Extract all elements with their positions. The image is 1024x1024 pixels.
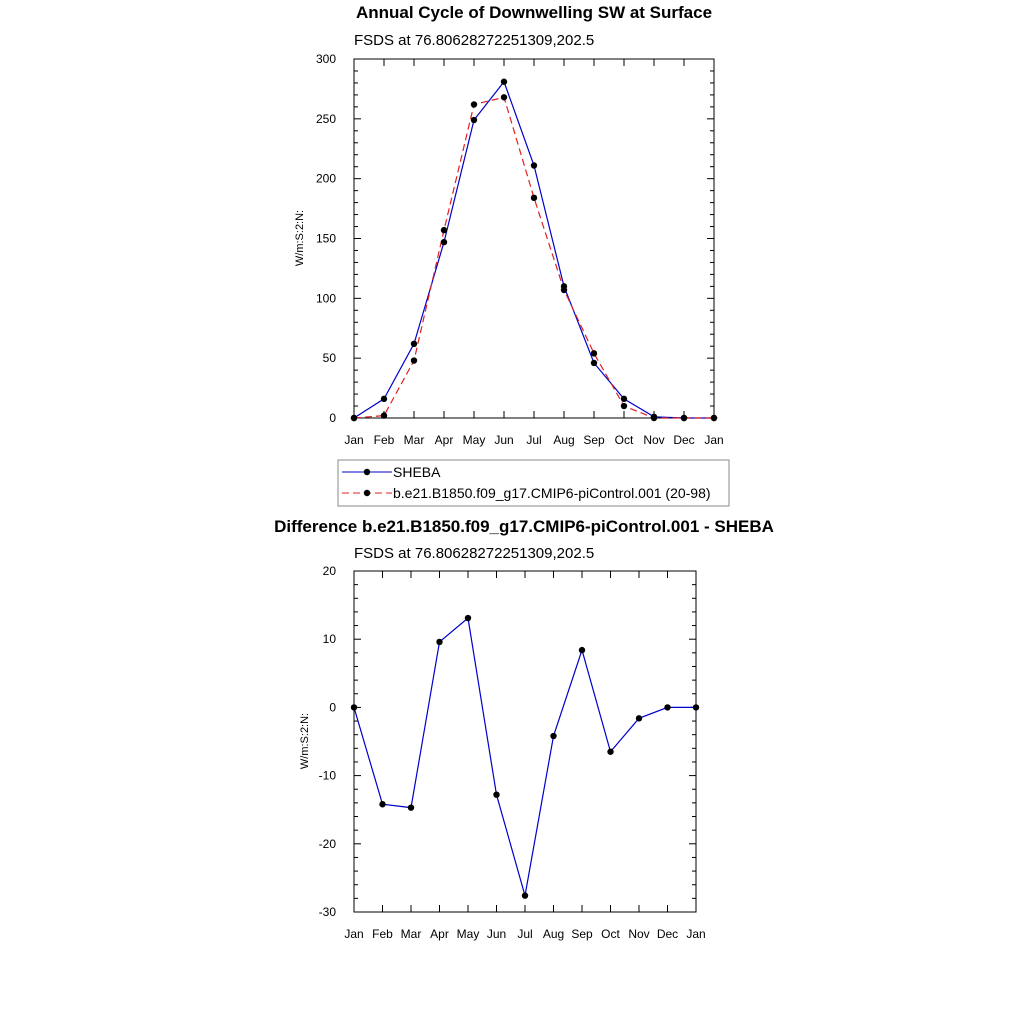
series-line-0 <box>354 618 696 896</box>
series-1-point <box>351 415 357 421</box>
series-1-point <box>501 94 507 100</box>
chart2-subtitle: FSDS at 76.80628272251309,202.5 <box>354 545 595 562</box>
xtick-label: Apr <box>430 927 449 941</box>
difference-chart <box>274 517 774 941</box>
xtick-label: Jan <box>686 927 706 941</box>
xtick-label: Nov <box>628 927 650 941</box>
series-0-point <box>607 749 613 755</box>
ytick-label: 100 <box>315 291 336 306</box>
series-0-point <box>436 639 442 645</box>
xtick-label: Sep <box>571 927 593 941</box>
xtick-label: Apr <box>434 433 454 447</box>
series-0-point <box>621 396 627 402</box>
series-line-0 <box>354 82 714 418</box>
xtick-label: Jan <box>344 927 364 941</box>
series-0-point <box>381 396 387 402</box>
xtick-label: Oct <box>614 433 634 447</box>
series-1-point <box>681 415 687 421</box>
series-1-point <box>531 195 537 201</box>
chart2-plot-frame <box>354 571 696 912</box>
series-1-point <box>561 287 567 293</box>
xtick-label: Jun <box>494 433 514 447</box>
xtick-label: Dec <box>673 433 695 447</box>
series-1-point <box>591 350 597 356</box>
xtick-label: Jan <box>344 433 364 447</box>
legend-label-sheba: SHEBA <box>393 464 441 480</box>
series-0-point <box>465 615 471 621</box>
series-1-point <box>621 403 627 409</box>
series-0-point <box>471 117 477 123</box>
series-1-point <box>651 415 657 421</box>
series-0-point <box>351 704 357 710</box>
series-0-point <box>591 360 597 366</box>
series-0-point <box>411 341 417 347</box>
ytick-label: 200 <box>315 171 336 186</box>
series-0-point <box>501 79 507 85</box>
xtick-label: Aug <box>542 927 565 941</box>
ytick-label: 250 <box>315 111 336 126</box>
xtick-label: Oct <box>601 927 620 941</box>
xtick-label: Jul <box>526 433 542 447</box>
series-1-point <box>711 415 717 421</box>
legend-marker-sheba <box>364 469 370 475</box>
ytick-label: 0 <box>329 411 336 425</box>
ytick-label: 150 <box>315 231 336 246</box>
ytick-label: 20 <box>322 564 336 578</box>
ytick-label: 50 <box>322 351 336 366</box>
chart2-title: Difference b.e21.B1850.f09_g17.CMIP6-piControl.001 - SHEBA <box>274 517 774 536</box>
xtick-label: Jul <box>517 927 533 941</box>
series-1-point <box>411 357 417 363</box>
xtick-label: Jun <box>486 927 507 941</box>
series-0-point <box>579 647 585 653</box>
series-0-point <box>522 892 528 898</box>
series-0-point <box>531 162 537 168</box>
series-0-point <box>693 704 699 710</box>
xtick-label: May <box>456 927 480 941</box>
xtick-label: Nov <box>643 433 665 447</box>
series-line-1 <box>354 97 714 418</box>
chart1-plot-frame <box>354 59 714 418</box>
ytick-label: 300 <box>315 52 336 66</box>
chart1-title: Annual Cycle of Downwelling SW at Surface <box>355 3 713 22</box>
ytick-label: -10 <box>318 768 336 783</box>
series-1-point <box>381 412 387 418</box>
annual-cycle-chart <box>294 3 729 506</box>
chart2-ylabel: W/m:S:2:N: <box>299 712 311 770</box>
xtick-label: Dec <box>656 927 679 941</box>
ytick-label: -20 <box>318 836 336 851</box>
series-1-point <box>441 227 447 233</box>
legend-label-model: b.e21.B1850.f09_g17.CMIP6-piControl.001 (20-98) <box>393 485 711 501</box>
xtick-label: Feb <box>373 433 395 447</box>
series-0-point <box>550 733 556 739</box>
series-0-point <box>636 715 642 721</box>
xtick-label: Aug <box>553 433 575 447</box>
xtick-label: Mar <box>403 433 425 447</box>
series-0-point <box>664 704 670 710</box>
legend-marker-model <box>364 490 370 496</box>
series-0-point <box>493 791 499 797</box>
series-0-point <box>379 801 385 807</box>
chart1-ylabel: W/m:S:2:N: <box>294 209 306 267</box>
xtick-label: Sep <box>583 433 605 447</box>
xtick-label: Jan <box>704 433 724 447</box>
series-0-point <box>408 804 414 810</box>
xtick-label: Mar <box>400 927 422 941</box>
chart1-subtitle: FSDS at 76.80628272251309,202.5 <box>354 32 595 49</box>
ytick-label: -30 <box>318 905 336 919</box>
chart1-legend <box>338 460 729 506</box>
ytick-label: 10 <box>322 632 336 647</box>
xtick-label: May <box>462 433 486 447</box>
series-1-point <box>471 101 477 107</box>
series-0-point <box>441 239 447 245</box>
ytick-label: 0 <box>329 700 336 715</box>
xtick-label: Feb <box>372 927 393 941</box>
